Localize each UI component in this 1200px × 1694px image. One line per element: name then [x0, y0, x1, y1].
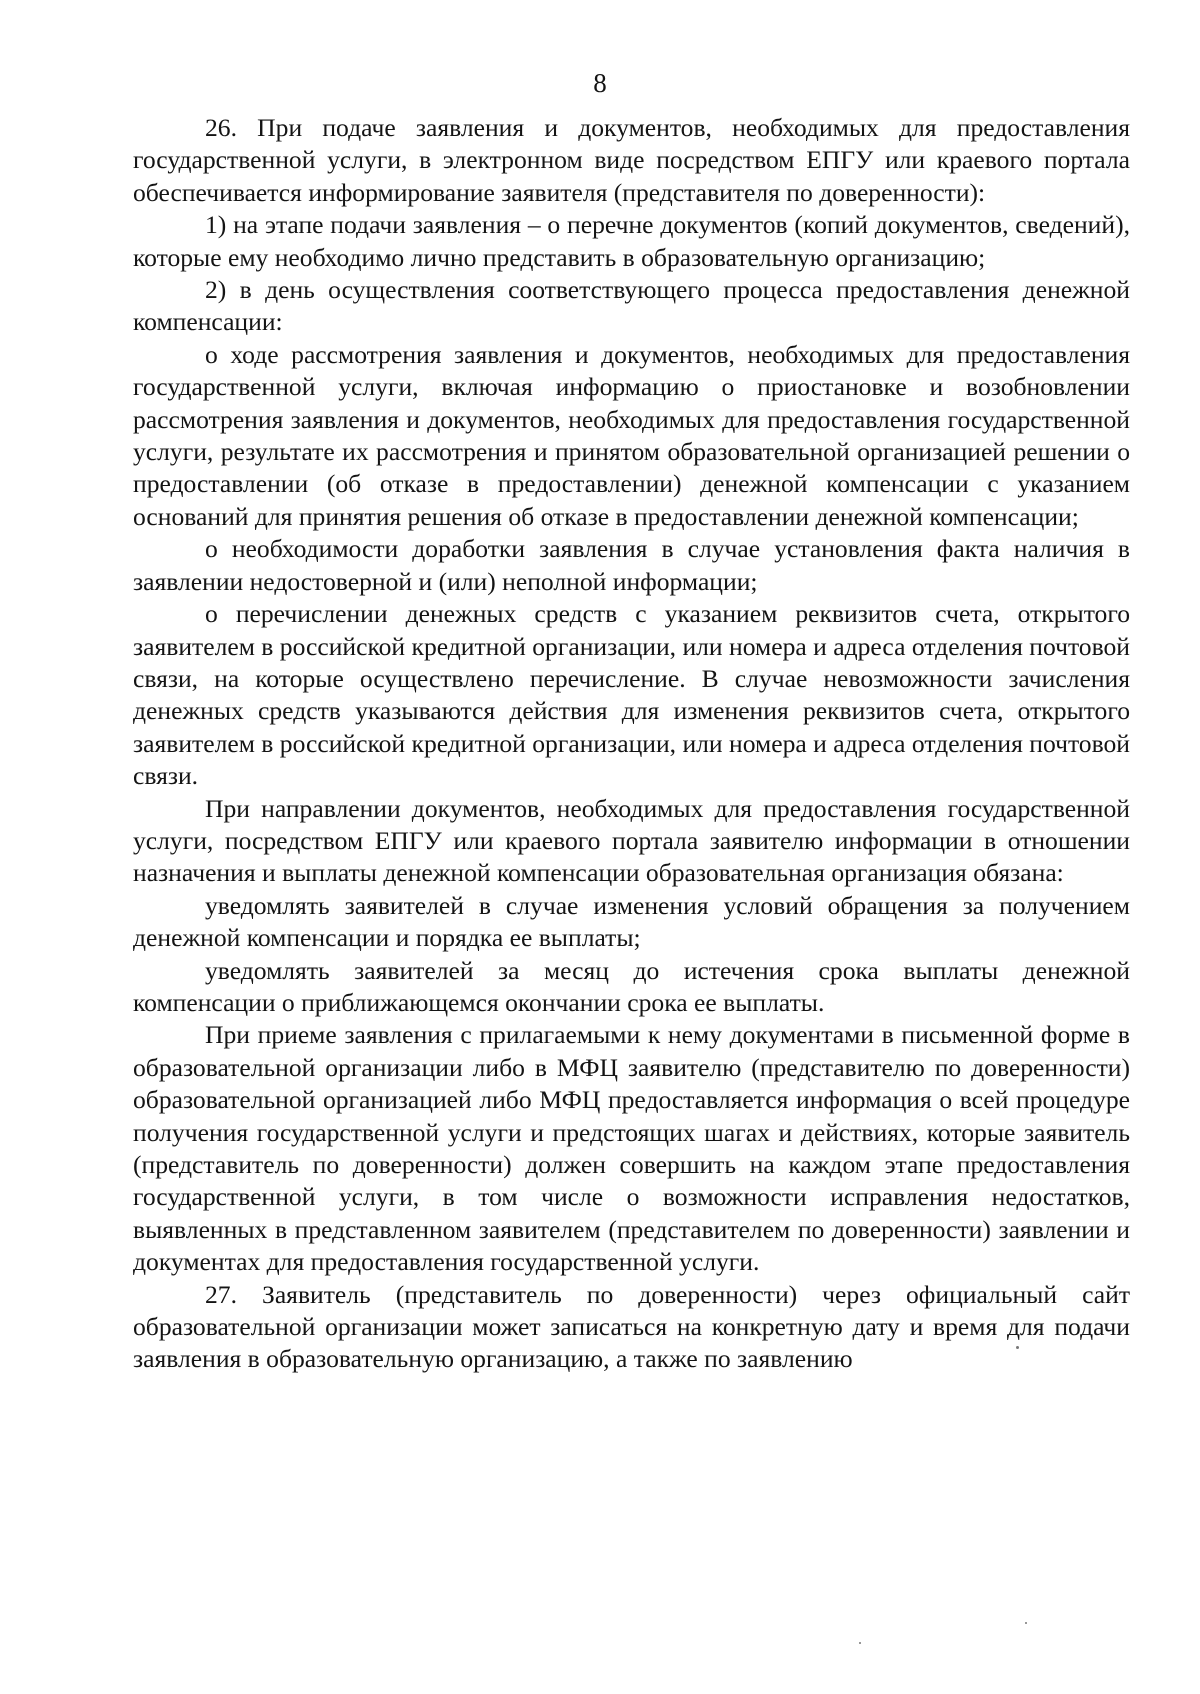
paragraph-revision-needed: о необходимости доработки заявления в случае установления факта наличия в заявлении недостоверной и (или) неполной информации;: [133, 534, 1130, 596]
paragraph-item-1: 1) на этапе подачи заявления – о перечне документов (копий документов, сведений), которые ему необходимо лично представить в образовательную организацию;: [133, 210, 1130, 272]
paragraph-paper-submission: При приеме заявления с прилагаемыми к нему документами в письменной форме в образовательной организации либо в МФЦ заявителю (представителю по доверенности) образовательной организацией либо МФЦ предоставляется информация о всей процедуре получения государственной услуги и предстоящих шагах и действиях, которые заявитель (представитель по доверенности) должен совершить на каждом этапе предоставления государственной услуги, в том числе о возможности исправления недостатков, выявленных в представленном заявителем (представителем по доверенности) заявлении и документах для предоставления государственной услуги.: [133, 1020, 1130, 1277]
paragraph-funds-transfer: о перечислении денежных средств с указанием реквизитов счета, открытого заявителем в российской кредитной организации, или номера и адреса отделения почтовой связи, на которые осуществлено перечисление. В случае невозможности зачисления денежных средств указываются действия для изменения реквизитов счета, открытого заявителем в российской кредитной организации, или номера и адреса отделения почтовой связи.: [133, 599, 1130, 791]
paragraph-notify-expiry: уведомлять заявителей за месяц до истечения срока выплаты денежной компенсации о приближающемся окончании срока ее выплаты.: [133, 955, 1130, 1017]
scan-speck: [1025, 1622, 1027, 1624]
scan-speck: [1016, 1346, 1019, 1349]
page-number: 8: [593, 68, 607, 98]
paragraph-notify-changes: уведомлять заявителей в случае изменения условий обращения за получением денежной компенсации и порядка ее выплаты;: [133, 890, 1130, 953]
paragraph-item-2: 2) в день осуществления соответствующего процесса предоставления денежной компенсации:: [133, 275, 1130, 337]
paragraph-epgu-submission: При направлении документов, необходимых для предоставления государственной услуги, посредством ЕПГУ или краевого портала заявителю информации в отношении назначения и выплаты денежной компенсации образовательная организация обязана:: [133, 793, 1130, 888]
scan-speck: [859, 1642, 861, 1644]
document-body: [133, 112, 1130, 1376]
paragraph-26-intro: 26. При подаче заявления и документов, необходимых для предоставления государственной услуги, в электронном виде посредством ЕПГУ или краевого портала обеспечивается информирование заявителя (представителя по доверенности):: [133, 113, 1130, 207]
paragraph-review-progress: о ходе рассмотрения заявления и документов, необходимых для предоставления государственной услуги, включая информацию о приостановке и возобновлении рассмотрения заявления и документов, необходимых для предоставления государственной услуги, результате их рассмотрения и принятом образовательной организацией решении о предоставлении (об отказе в предоставлении) денежной компенсации с указанием оснований для принятия решения об отказе в предоставлении денежной компенсации;: [133, 339, 1130, 531]
paragraph-27: 27. Заявитель (представитель по доверенности) через официальный сайт образовательной организации может записаться на конкретную дату и время для подачи заявления в образовательную организацию, а также по заявлению: [133, 1279, 1130, 1374]
